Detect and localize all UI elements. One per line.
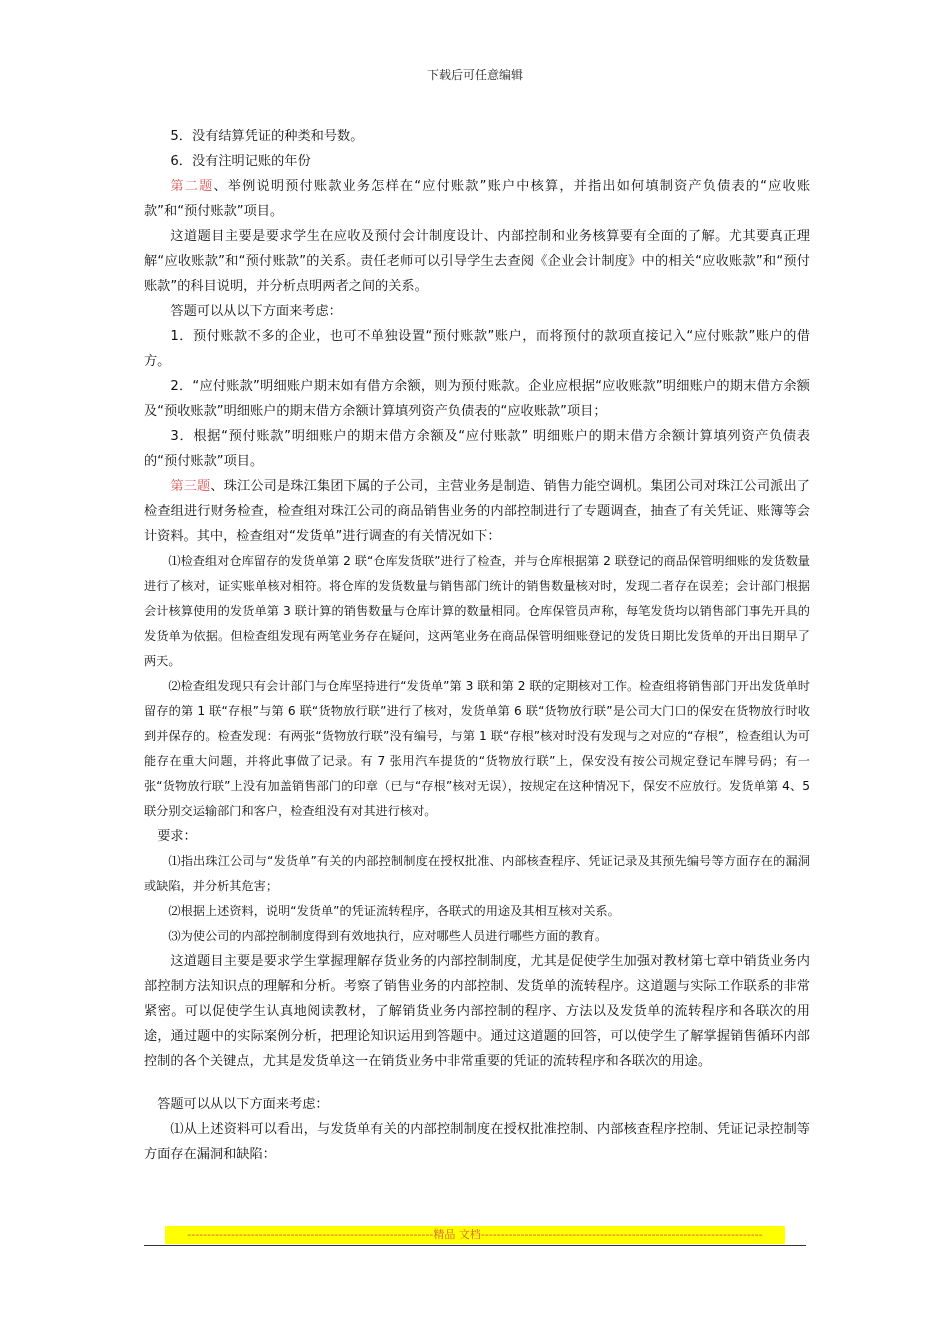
requirement-3: ⑶为使公司的内部控制制度得到有效地执行，应对哪些人员进行哪些方面的教育。: [168, 929, 608, 943]
question-2-explanation: 这道题目主要是要求学生在应收及预付会计制度设计、内部控制和业务核算要有全面的了解。尤其要真正理解“应收账款”和“预付账款”的关系。责任老师可以引导学生去查阅《企业会计制度》中的相关“应收账款”和“预付账款”的科目说明，并分析点明两者之间的关系。: [144, 229, 810, 294]
question-2: [144, 174, 810, 224]
question-3: [144, 474, 810, 549]
requirement-1: ⑴指出珠江公司与“发货单”有关的内部控制制度在授权批准、内部核查程序、凭证记录及其预先编号等方面存在的漏洞或缺陷，并分析其危害；: [144, 854, 810, 893]
spacer: [144, 1074, 810, 1092]
answer-intro-2: 答题可以从以下方面来考虑：: [157, 1097, 329, 1112]
question-3-explanation: 这道题目主要是要求学生掌握理解存货业务的内部控制制度，尤其是促使学生加强对教材第七章中销货业务内部控制方法知识点的理解和分析。考察了销售业务的内部控制、发货单的流转程序。这道题与实际工作联系的非常紧密。可以促使学生认真地阅读教材，了解销货业务内部控制的程序、方法以及发货单的流转程序和各联次的用途，通过题中的实际案例分析，把理论知识运用到答题中。通过这道题的回答，可以使学生了解掌握销售循环内部控制的各个关键点，尤其是发货单这一在销货业务中非常重要的凭证的流转程序和各联次的用途。: [144, 954, 810, 1069]
question-3-text: 、珠江公司是珠江集团下属的子公司，主营业务是制造、销售力能空调机。集团公司对珠江公司派出了检查组进行财务检查，检查组对珠江公司的商品销售业务的内部控制进行了专题调查，抽查了有关凭证、账簿等会计资料。其中，检查组对“发货单”进行调查的有关情况如下：: [144, 479, 810, 544]
answer-point-3: 3．根据“预付账款”明细账户的期末借方余额及“应付账款” 明细账户的期末借方余额计算填列资产负债表的“预付账款”项目。: [144, 429, 810, 469]
footer-divider: [144, 1245, 806, 1246]
question-3-label: 第三题: [170, 479, 211, 494]
paragraph-item-5: 5．没有结算凭证的种类和号数。: [170, 129, 364, 144]
answer-point-2: 2．“应付账款”明细账户期末如有借方余额，则为预付账款。企业应根据“应收账款”明细账户的期末借方余额及“预收账款”明细账户的期末借方余额计算填列资产负债表的“应收账款”项目；: [144, 379, 810, 419]
case-point-2: ⑵检查组发现只有会计部门与仓库坚持进行“发货单”第 3 联和第 2 联的定期核对工作。检查组将销售部门开出发货单时留存的第 1 联“存根”与第 6 联“货物放行联”进行了核对，发货单第 6 联“货物放行联”是公司大门口的保安在货物放行时收到并保存的。检查发现：有两张“货物放行联”没有编号，与第 1 联“存根”核对时没有发现与之对应的“存根”，检查组认为可能存在重大问题，并将此事做了记录。有 7 张用汽车提货的“货物放行联”上，保安没有按公司规定登记车牌号码；有一张“货物放行联”上没有加盖销售部门的印章（已与“存根”核对无误），按规定在这种情况下，保安不应放行。发货单第 4、5 联分别交运输部门和客户，检查组没有对其进行核对。: [144, 679, 810, 818]
question-2-text: 、举例说明预付账款业务怎样在“应付账款”账户中核算，并指出如何填制资产负债表的“应收账款”和“预付账款”项目。: [144, 179, 811, 219]
answer-point-1: 1．预付账款不多的企业，也可不单独设置“预付账款”账户，而将预付的款项直接记入“应付账款”账户的借方。: [144, 329, 810, 369]
case-point-1: ⑴检查组对仓库留存的发货单第 2 联“仓库发货联”进行了检查，并与仓库根据第 2 联登记的商品保管明细账的发货数量进行了核对，证实账单核对相符。将仓库的发货数量与销售部门统计的销售数量核对时，发现二者存在误差；会计部门根据会计核算使用的发货单第 3 联计算的销售数量与仓库计算的数量相同。仓库保管员声称，每笔发货均以销售部门事先开具的发货单为依据。但检查组发现有两笔业务存在疑问，这两笔业务在商品保管明细账登记的发货日期比发货单的开出日期早了两天。: [144, 554, 810, 668]
page-header: 下载后可任意编辑: [426, 68, 523, 82]
requirement-2: ⑵根据上述资料，说明“发货单”的凭证流转程序，各联式的用途及其相互核对关系。: [168, 904, 620, 918]
answer-3-point-1: ⑴从上述资料可以看出，与发货单有关的内部控制制度在授权批准控制、内部核查程序控制、凭证记录控制等方面存在漏洞和缺陷：: [144, 1122, 810, 1162]
footer-banner: --------------------------------------------------------------精品 文档-----------------------------------------------------------------------: [165, 1226, 785, 1244]
document-body: [144, 124, 810, 1167]
paragraph-item-6: 6．没有注明记账的年份: [170, 154, 311, 169]
question-2-label: 第二题: [170, 179, 214, 194]
answer-intro-1: 答题可以从以下方面来考虑：: [170, 304, 342, 319]
requirements-heading: 要求：: [157, 829, 197, 844]
